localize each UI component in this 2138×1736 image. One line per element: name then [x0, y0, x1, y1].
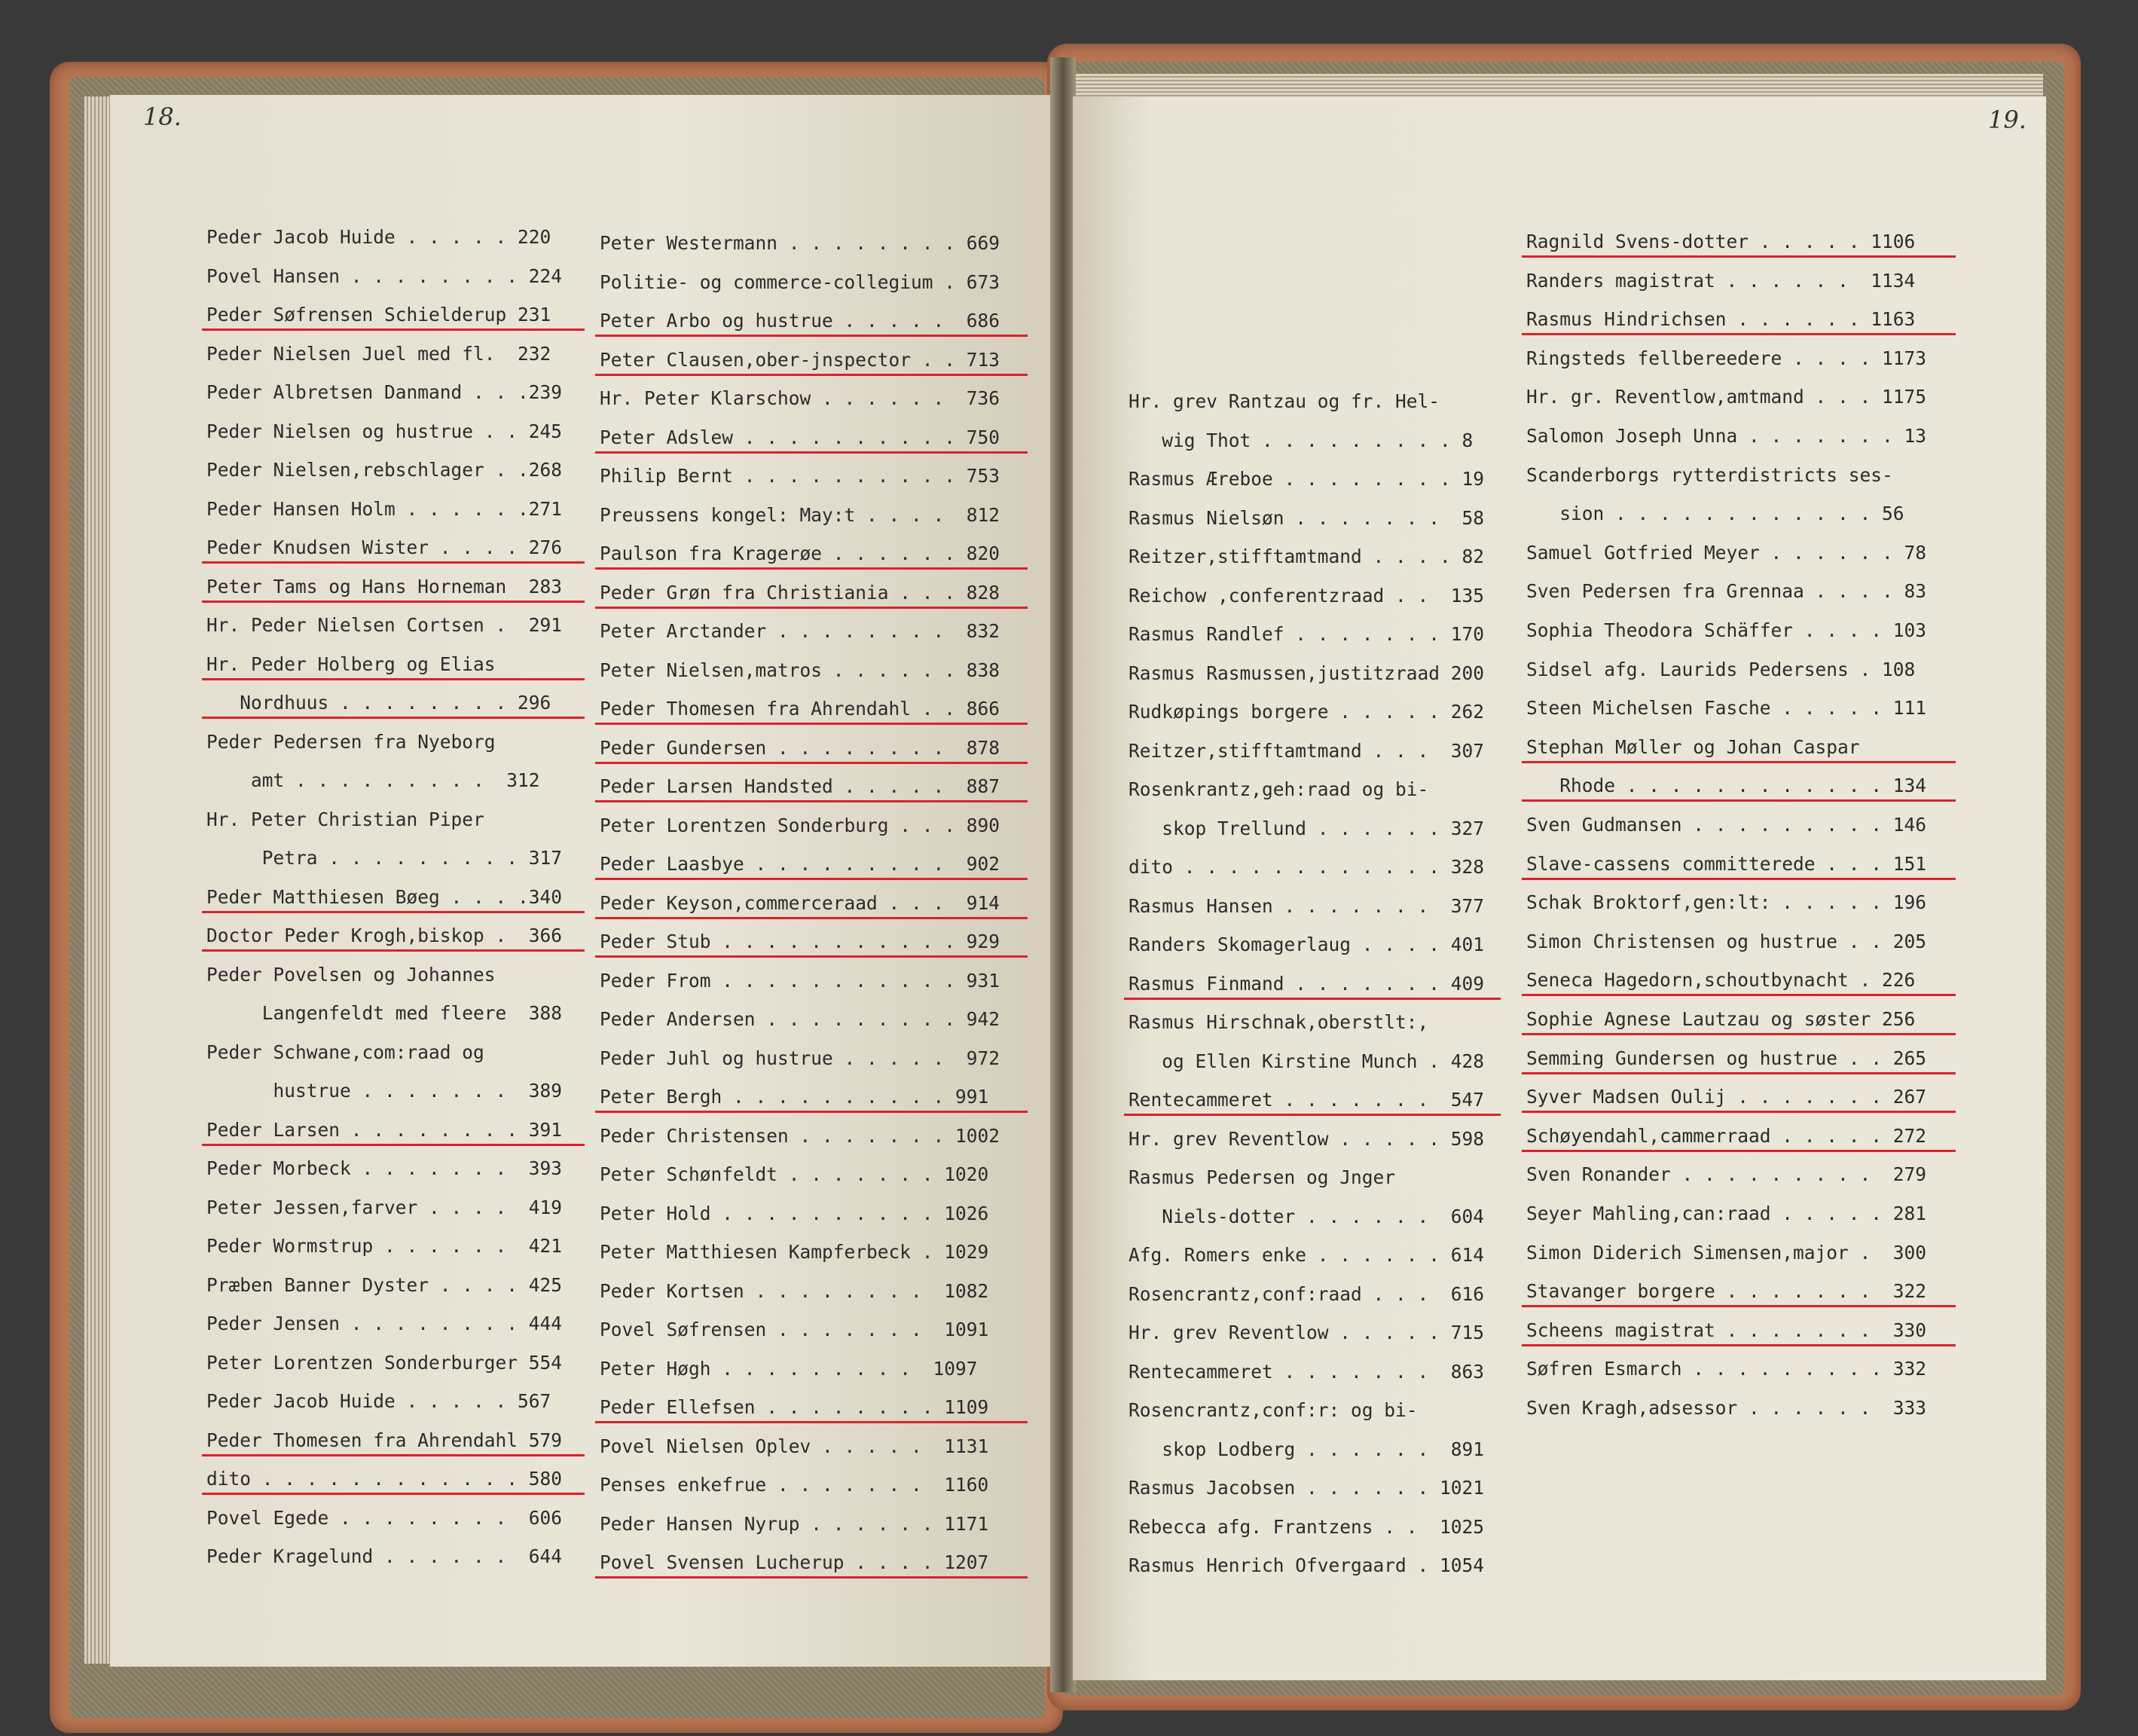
index-entry: Paulson fra Kragerøe . . . . . . 820: [600, 542, 1000, 564]
index-entry: Peter Tams og Hans Horneman 283: [206, 575, 563, 598]
index-entry: sion . . . . . . . . . . . . 56: [1526, 503, 1904, 525]
index-entry: Reitzer,stifftamtmand . . . 307: [1129, 739, 1485, 762]
index-entry: Peder Larsen . . . . . . . . 391: [206, 1118, 563, 1141]
index-entry: Peder Pedersen fra Nyeborg: [206, 730, 496, 753]
index-entry: Povel Nielsen Oplev . . . . . 1131: [600, 1435, 989, 1457]
red-underline: [202, 1144, 585, 1146]
index-entry: Hr. Peter Christian Piper: [206, 808, 484, 830]
index-entry: Rasmus Hirschnak,oberstlt:,: [1129, 1011, 1429, 1033]
index-entry: Stephan Møller og Johan Caspar: [1526, 735, 1860, 758]
red-underline: [1522, 1305, 1956, 1307]
red-underline: [1522, 255, 1956, 258]
red-underline: [1522, 1072, 1956, 1074]
index-entry: Rasmus Hindrichsen . . . . . . 1163: [1526, 308, 1916, 331]
index-entry: Langenfeldt med fleere 388: [206, 1002, 563, 1024]
index-entry: Seneca Hagedorn,schoutbynacht . 226: [1526, 969, 1916, 992]
index-entry: Peder Hansen Holm . . . . . .271: [206, 497, 563, 520]
index-entry: Rasmus Henrich Ofvergaard . 1054: [1129, 1554, 1485, 1576]
index-entry: Peder Søfrensen Schielderup 231: [206, 304, 551, 326]
index-entry: Peder Nielsen,rebschlager . .268: [206, 459, 563, 481]
index-entry: Rudkøpings borgere . . . . . 262: [1129, 701, 1485, 723]
index-entry: Afg. Romers enke . . . . . . 614: [1129, 1244, 1485, 1266]
red-underline: [1522, 333, 1956, 335]
index-entry: hustrue . . . . . . . 389: [206, 1080, 563, 1102]
index-entry: Ringsteds fellbereedere . . . . 1173: [1526, 347, 1927, 369]
red-underline: [1124, 998, 1501, 1000]
index-entry: Simon Diderich Simensen,major . 300: [1526, 1241, 1927, 1264]
index-entry: Hr. grev Reventlow . . . . . 715: [1129, 1322, 1485, 1343]
index-entry: Rasmus Jacobsen . . . . . . 1021: [1129, 1477, 1485, 1499]
index-entry: Peder Kortsen . . . . . . . . 1082: [600, 1279, 989, 1302]
index-entry: Hr. Peder Nielsen Cortsen . 291: [206, 614, 563, 636]
index-entry: Povel Egede . . . . . . . . 606: [206, 1506, 563, 1529]
index-entry: Politie- og commerce-collegium . 673: [600, 270, 1000, 293]
index-entry: Peder Thomesen fra Ahrendahl . . 866: [600, 698, 1000, 720]
page-number-left: 18.: [143, 102, 182, 131]
red-underline: [202, 1493, 585, 1495]
index-entry: Peder Jensen . . . . . . . . 444: [206, 1313, 563, 1334]
index-entry: wig Thot . . . . . . . . . 8: [1129, 429, 1474, 451]
red-underline: [202, 911, 585, 913]
index-entry: Peter Lorentzen Sonderburger 554: [206, 1351, 563, 1374]
index-entry: skop Lodberg . . . . . . 891: [1129, 1438, 1485, 1460]
index-entry: Peder Schwane,com:raad og: [206, 1041, 484, 1063]
index-entry: Povel Søfrensen . . . . . . . 1091: [600, 1319, 989, 1340]
index-entry: dito . . . . . . . . . . . . 328: [1129, 856, 1485, 878]
index-entry: Peder Kragelund . . . . . . 644: [206, 1545, 563, 1567]
red-underline: [595, 800, 1028, 802]
red-underline: [595, 1576, 1028, 1579]
index-entry: Rasmus Rasmussen,justitzraad 200: [1129, 662, 1485, 684]
left-page: [110, 95, 1058, 1667]
index-entry: skop Trellund . . . . . . 327: [1129, 817, 1485, 839]
index-entry: Stavanger borgere . . . . . . . 322: [1526, 1280, 1927, 1303]
red-underline: [595, 567, 1028, 570]
index-entry: Søfren Esmarch . . . . . . . . . 332: [1526, 1358, 1927, 1380]
index-entry: Peter Arbo og hustrue . . . . . 686: [600, 310, 1000, 332]
index-entry: Peder Povelsen og Johannes: [206, 963, 496, 986]
red-underline: [202, 1454, 585, 1456]
index-entry: Peter Nielsen,matros . . . . . . 838: [600, 659, 1000, 681]
index-entry: Sven Pedersen fra Grennaa . . . . 83: [1526, 580, 1927, 603]
index-entry: Sophie Agnese Lautzau og søster 256: [1526, 1008, 1916, 1030]
red-underline: [595, 335, 1028, 337]
index-entry: Præben Banner Dyster . . . . 425: [206, 1273, 563, 1296]
index-entry: Peter Matthiesen Kampferbeck . 1029: [600, 1241, 989, 1263]
index-entry: Peder Larsen Handsted . . . . . 887: [600, 775, 1000, 797]
index-entry: Scanderborgs rytterdistricts ses-: [1526, 463, 1893, 486]
index-entry: Hr. gr. Reventlow,amtmand . . . 1175: [1526, 386, 1927, 408]
index-entry: Rasmus Finmand . . . . . . . 409: [1129, 972, 1485, 995]
red-underline: [1124, 1114, 1501, 1116]
index-entry: Randers magistrat . . . . . . 1134: [1526, 269, 1916, 292]
index-entry: Scheens magistrat . . . . . . . 330: [1526, 1319, 1927, 1341]
red-underline: [595, 917, 1028, 919]
index-entry: Schøyendahl,cammerraad . . . . . 272: [1526, 1124, 1927, 1147]
index-entry: Niels-dotter . . . . . . 604: [1129, 1205, 1485, 1227]
index-entry: Peder Matthiesen Bøeg . . . .340: [206, 885, 563, 908]
index-entry: Rentecammeret . . . . . . . 547: [1129, 1089, 1485, 1111]
index-entry: Philip Bernt . . . . . . . . . . 753: [600, 465, 1000, 487]
index-entry: Peter Adslew . . . . . . . . . . 750: [600, 426, 1000, 448]
index-entry: Peter Schønfeldt . . . . . . . 1020: [600, 1163, 989, 1185]
index-entry: Rasmus Hansen . . . . . . . 377: [1129, 894, 1485, 917]
red-underline: [202, 717, 585, 719]
red-underline: [595, 723, 1028, 725]
index-entry: Rasmus Æreboe . . . . . . . . 19: [1129, 468, 1485, 490]
red-underline: [595, 1111, 1028, 1113]
index-entry: Peder From . . . . . . . . . . . 931: [600, 969, 1000, 992]
index-entry: Povel Svensen Lucherup . . . . 1207: [600, 1551, 989, 1573]
index-entry: Peder Wormstrup . . . . . . 421: [206, 1235, 563, 1257]
index-entry: Povel Hansen . . . . . . . . 224: [206, 264, 563, 287]
index-entry: Nordhuus . . . . . . . . 296: [206, 692, 551, 714]
red-underline: [595, 607, 1028, 609]
index-entry: Simon Christensen og hustrue . . 205: [1526, 930, 1927, 952]
red-underline: [202, 678, 585, 680]
index-entry: Peder Juhl og hustrue . . . . . 972: [600, 1047, 1000, 1069]
index-entry: Hr. Peder Holberg og Elias: [206, 653, 496, 675]
index-entry: Reitzer,stifftamtmand . . . . 82: [1129, 546, 1485, 567]
index-entry: Rentecammeret . . . . . . . 863: [1129, 1360, 1485, 1383]
index-entry: Rhode . . . . . . . . . . . . 134: [1526, 775, 1927, 797]
page-edges-left: [84, 96, 110, 1664]
index-entry: Peder Grøn fra Christiania . . . 828: [600, 581, 1000, 604]
index-entry: Peder Morbeck . . . . . . . 393: [206, 1157, 563, 1179]
index-entry: Peder Stub . . . . . . . . . . . 929: [600, 931, 1000, 952]
red-underline: [595, 1421, 1028, 1423]
index-entry: Schak Broktorf,gen:lt: . . . . . 196: [1526, 891, 1927, 914]
index-entry: Peter Hold . . . . . . . . . . 1026: [600, 1202, 989, 1224]
index-entry: Samuel Gotfried Meyer . . . . . . 78: [1526, 541, 1927, 564]
index-entry: Peder Nielsen Juel med fl. 232: [206, 342, 551, 365]
index-entry: Rasmus Randlef . . . . . . . 170: [1129, 623, 1485, 645]
red-underline: [595, 451, 1028, 454]
index-entry: Petra . . . . . . . . . 317: [206, 847, 563, 869]
index-entry: Sophia Theodora Schäffer . . . . 103: [1526, 619, 1927, 641]
index-entry: Preussens kongel: May:t . . . . 812: [600, 503, 1000, 526]
red-underline: [1522, 1344, 1956, 1346]
red-underline: [595, 762, 1028, 764]
index-entry: Rasmus Nielsøn . . . . . . . 58: [1129, 506, 1485, 529]
index-entry: Peder Albretsen Danmand . . .239: [206, 381, 563, 403]
index-entry: Rosencrantz,conf:r: og bi-: [1129, 1399, 1418, 1421]
red-underline: [1522, 878, 1956, 880]
index-entry: Rasmus Pedersen og Jnger: [1129, 1166, 1396, 1188]
index-entry: Peder Knudsen Wister . . . . 276: [206, 536, 563, 558]
index-entry: Peder Laasbye . . . . . . . . . 902: [600, 853, 1000, 875]
index-entry: Randers Skomagerlaug . . . . 401: [1129, 934, 1485, 955]
index-entry: Sidsel afg. Laurids Pedersens . 108: [1526, 658, 1916, 680]
red-underline: [595, 374, 1028, 376]
index-entry: Hr. Peter Klarschow . . . . . . 736: [600, 387, 1000, 409]
index-entry: dito . . . . . . . . . . . . 580: [206, 1468, 563, 1490]
index-entry: Peder Ellefsen . . . . . . . . 1109: [600, 1396, 989, 1418]
index-entry: Sven Ronander . . . . . . . . . 279: [1526, 1163, 1927, 1186]
index-entry: Hr. grev Reventlow . . . . . 598: [1129, 1127, 1485, 1150]
red-underline: [202, 949, 585, 952]
index-entry: Peder Christensen . . . . . . . 1002: [600, 1124, 1000, 1147]
index-entry: Peter Høgh . . . . . . . . . 1097: [600, 1357, 978, 1380]
index-entry: og Ellen Kirstine Munch . 428: [1129, 1050, 1485, 1072]
index-entry: Peter Jessen,farver . . . . 419: [206, 1196, 563, 1218]
index-entry: Peder Thomesen fra Ahrendahl 579: [206, 1429, 563, 1451]
index-entry: Peder Jacob Huide . . . . . 220: [206, 226, 551, 248]
index-entry: Peter Clausen,ober-jnspector . . 713: [600, 348, 1000, 371]
page-number-right: 19.: [1988, 105, 2027, 134]
index-entry: Peter Lorentzen Sonderburg . . . 890: [600, 814, 1000, 836]
index-entry: Rebecca afg. Frantzens . . 1025: [1129, 1515, 1485, 1538]
index-entry: Penses enkefrue . . . . . . . 1160: [600, 1474, 989, 1496]
red-underline: [202, 601, 585, 603]
red-underline: [595, 955, 1028, 958]
right-page: [1073, 96, 2046, 1680]
index-entry: amt . . . . . . . . . 312: [206, 769, 540, 791]
red-underline: [202, 329, 585, 331]
index-entry: Seyer Mahling,can:raad . . . . . 281: [1526, 1203, 1927, 1224]
index-entry: Steen Michelsen Fasche . . . . . 111: [1526, 697, 1927, 720]
index-entry: Peter Westermann . . . . . . . . 669: [600, 232, 1000, 254]
index-entry: Peder Keyson,commerceraad . . . 914: [600, 891, 1000, 914]
red-underline: [1522, 1033, 1956, 1035]
red-underline: [1522, 761, 1956, 763]
index-entry: Sven Kragh,adsessor . . . . . . 333: [1526, 1397, 1927, 1419]
index-entry: Syver Madsen Oulij . . . . . . . 267: [1526, 1086, 1927, 1108]
red-underline: [1522, 1150, 1956, 1152]
index-entry: Salomon Joseph Unna . . . . . . . 13: [1526, 425, 1927, 447]
red-underline: [202, 561, 585, 564]
index-entry: Peder Hansen Nyrup . . . . . . 1171: [600, 1512, 989, 1535]
red-underline: [595, 878, 1028, 880]
index-entry: Semming Gundersen og hustrue . . 265: [1526, 1047, 1927, 1069]
red-underline: [1522, 799, 1956, 802]
red-underline: [1522, 1111, 1956, 1113]
index-entry: Rosenkrantz,geh:raad og bi-: [1129, 778, 1429, 800]
index-entry: Rosencrantz,conf:raad . . . 616: [1129, 1282, 1485, 1305]
index-entry: Sven Gudmansen . . . . . . . . . 146: [1526, 814, 1927, 836]
index-entry: Peder Nielsen og hustrue . . 245: [206, 420, 563, 442]
index-entry: Doctor Peder Krogh,biskop . 366: [206, 925, 563, 946]
index-entry: Slave-cassens committerede . . . 151: [1526, 852, 1927, 875]
index-entry: Peter Bergh . . . . . . . . . . 991: [600, 1086, 989, 1108]
index-entry: Peter Arctander . . . . . . . . 832: [600, 620, 1000, 642]
book-gutter: [1050, 57, 1076, 1692]
index-entry: Peder Andersen . . . . . . . . . 942: [600, 1008, 1000, 1030]
index-entry: Ragnild Svens-dotter . . . . . 1106: [1526, 231, 1916, 252]
index-entry: Peder Gundersen . . . . . . . . 878: [600, 736, 1000, 759]
red-underline: [1522, 994, 1956, 996]
index-entry: Peder Jacob Huide . . . . . 567: [206, 1390, 551, 1412]
index-entry: Reichow ,conferentzraad . . 135: [1129, 584, 1485, 607]
page-edges-right: [1068, 74, 2043, 99]
index-entry: Hr. grev Rantzau og fr. Hel-: [1129, 390, 1440, 412]
